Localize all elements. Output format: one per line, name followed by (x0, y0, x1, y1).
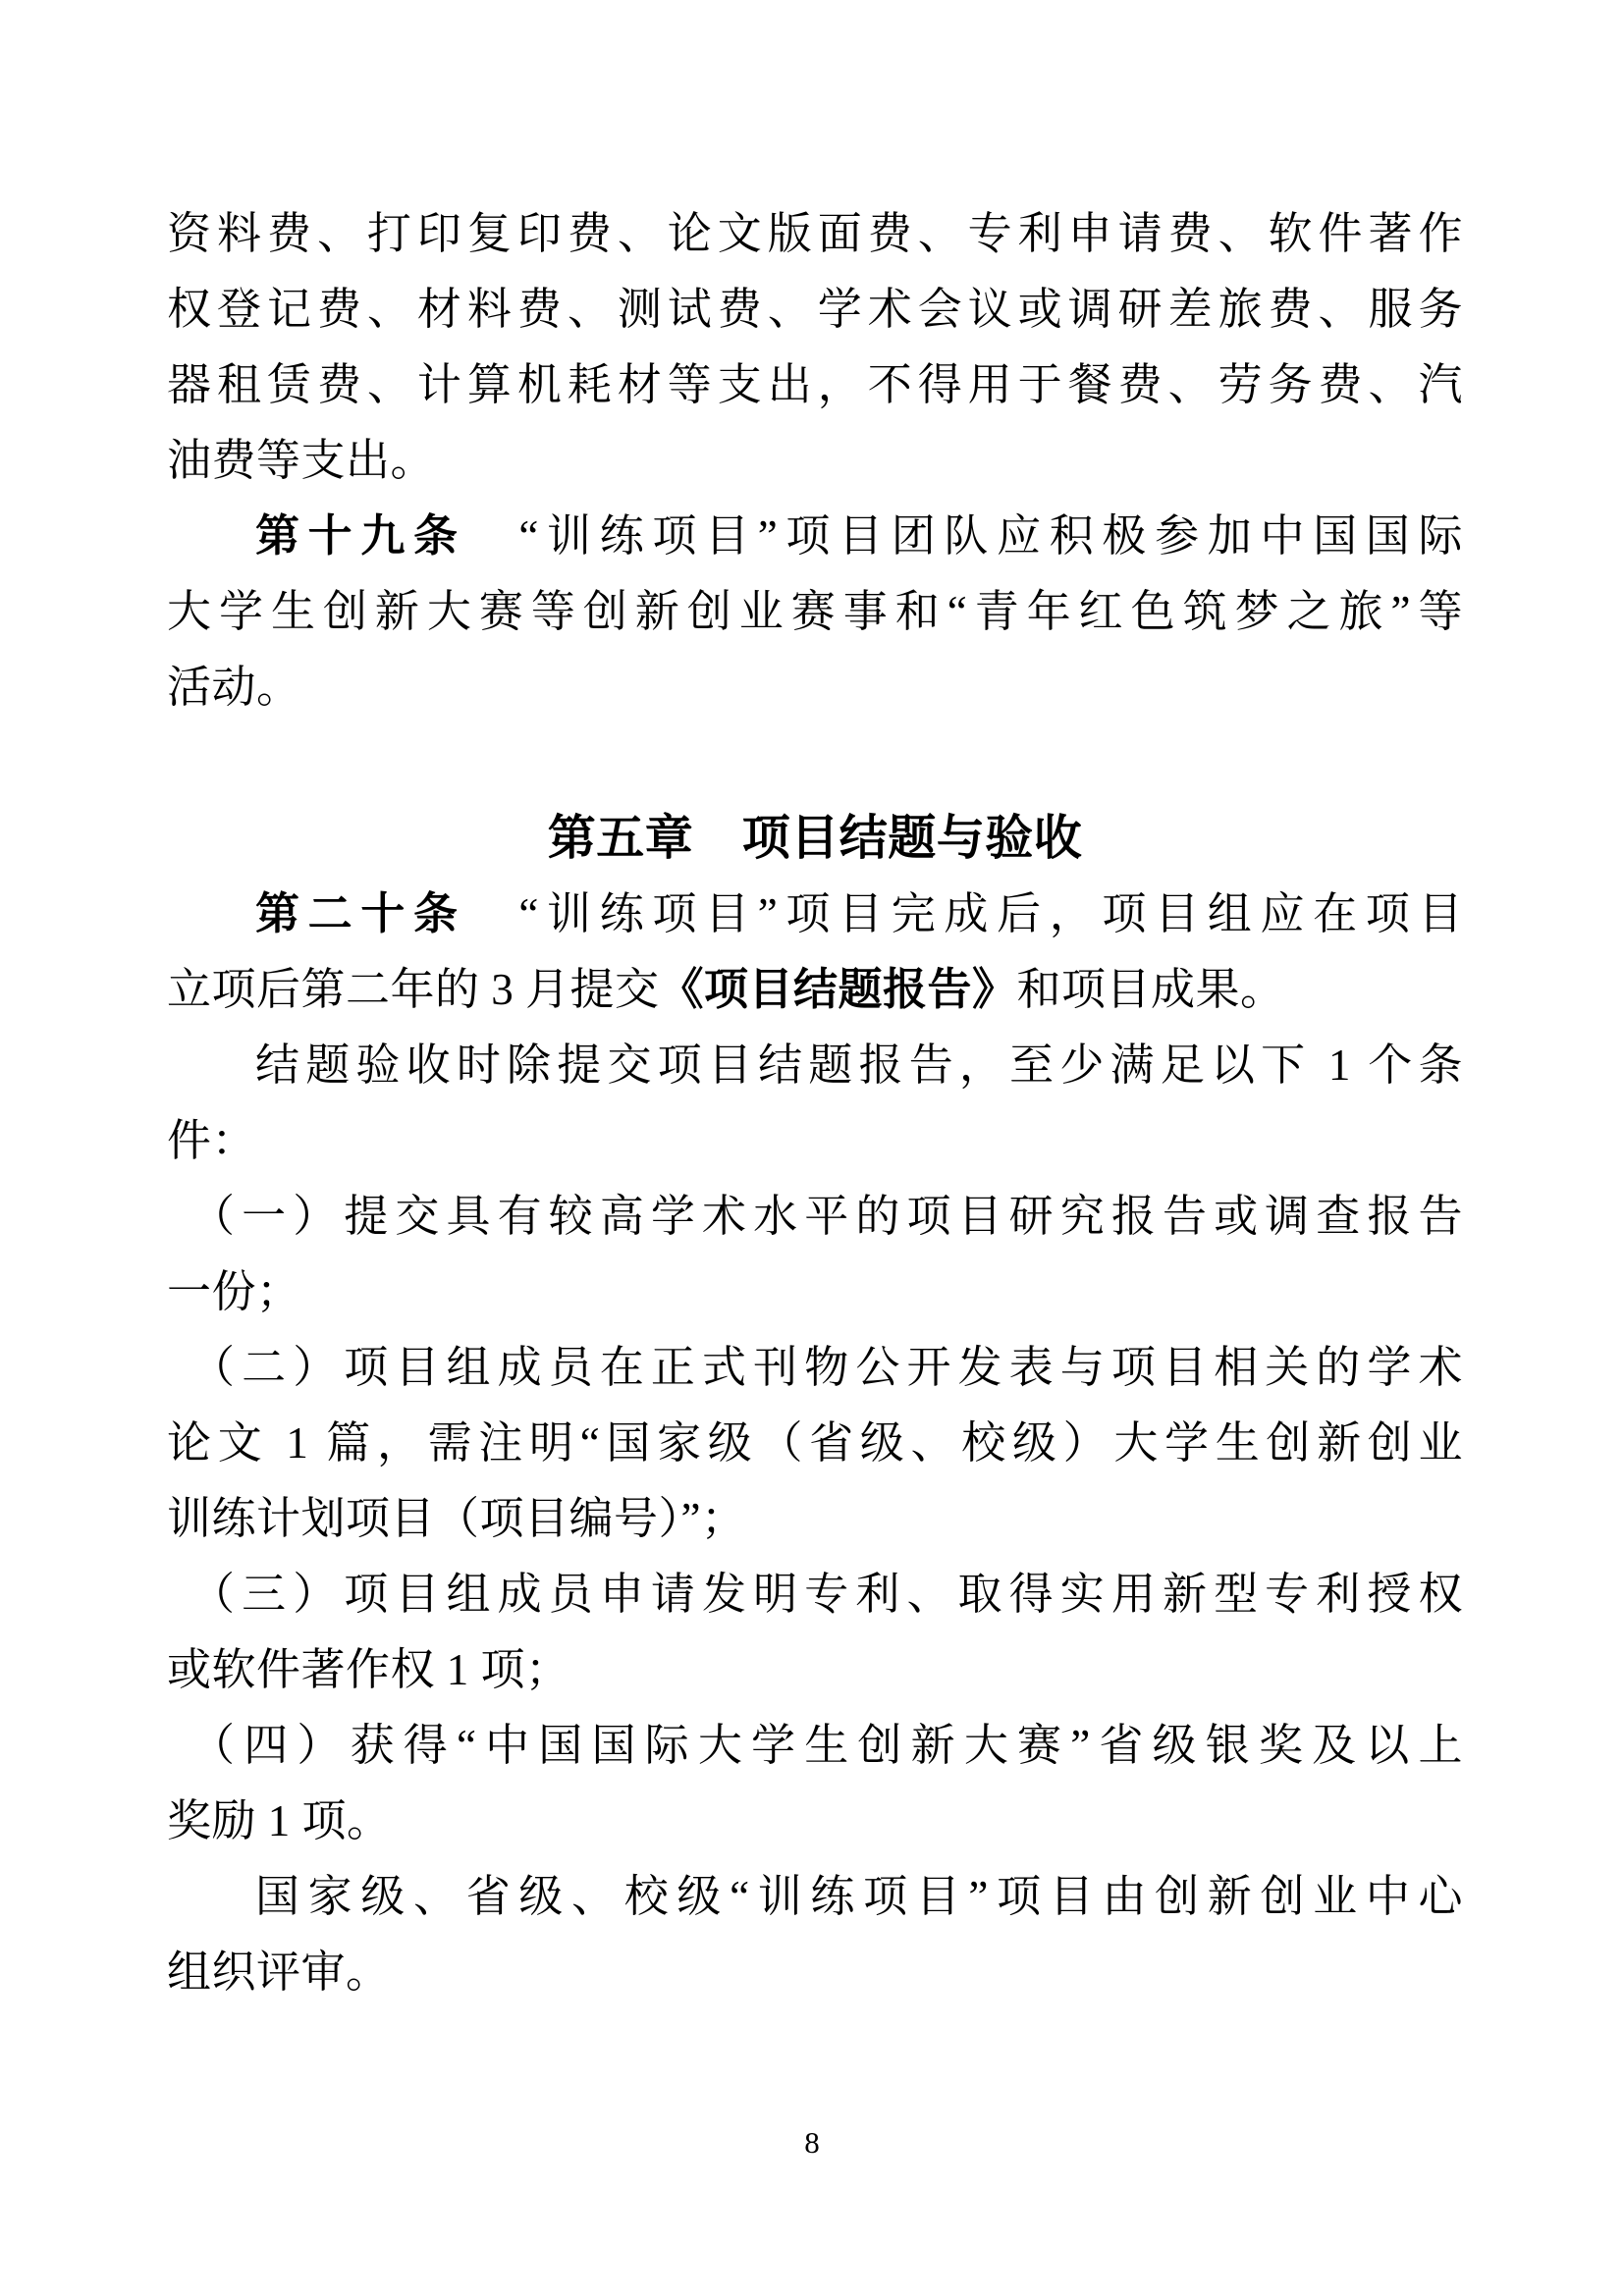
text-line (167, 801, 1463, 877)
bold-text-segment: 《项目结题报告》 (659, 965, 1017, 1014)
text-line (167, 1557, 1463, 1632)
text-line (167, 574, 1463, 650)
para-condition-4 (167, 1708, 1463, 1859)
text-line (167, 1406, 1463, 1481)
para-review-organizer (167, 1859, 1463, 2010)
text-segment: 活动。 (167, 663, 301, 712)
bold-text-segment: 第二十条 (255, 889, 466, 938)
document-body (167, 196, 1463, 2010)
para-condition-2 (167, 1330, 1463, 1557)
text-line (167, 1859, 1463, 1935)
text-segment: （一）提交具有较高学术水平的项目研究报告或调查报告 (190, 1192, 1463, 1241)
text-line (167, 877, 1463, 952)
text-line (167, 1935, 1463, 2010)
text-line (167, 1784, 1463, 1859)
para-condition-3 (167, 1557, 1463, 1708)
bold-text-segment: 第五章 项目结题与验收 (547, 812, 1083, 865)
text-line (167, 952, 1463, 1028)
text-segment: 油费等支出。 (167, 436, 436, 485)
text-segment: 训练计划项目（项目编号）”； (167, 1494, 746, 1543)
text-line (167, 272, 1463, 347)
page-number: 8 (804, 2125, 820, 2160)
text-segment: 资料费、打印复印费、论文版面费、专利申请费、软件著作 (167, 209, 1463, 258)
text-segment: 一份； (167, 1267, 301, 1316)
text-segment: “训练项目”项目团队应积极参加中国国际 (465, 511, 1463, 561)
text-segment: 器租赁费、计算机耗材等支出，不得用于餐费、劳务费、汽 (167, 360, 1463, 409)
text-line (167, 1632, 1463, 1708)
text-line (167, 1330, 1463, 1406)
text-segment: （四）获得“中国国际大学生创新大赛”省级银奖及以上 (190, 1721, 1463, 1770)
text-line (167, 1179, 1463, 1255)
text-line (167, 1103, 1463, 1179)
para-acceptance-conditions (167, 1028, 1463, 1179)
text-line (167, 1255, 1463, 1330)
para-funding-scope (167, 196, 1463, 499)
chapter-5-heading (167, 801, 1463, 877)
text-segment: 件： (167, 1116, 257, 1165)
text-line (167, 347, 1463, 423)
text-segment: “训练项目”项目完成后，项目组应在项目 (465, 889, 1463, 938)
text-line (167, 1028, 1463, 1103)
text-line (167, 196, 1463, 272)
text-line (167, 1708, 1463, 1784)
text-segment: （三）项目组成员申请发明专利、取得实用新型专利授权 (190, 1570, 1463, 1619)
text-segment: 立项后第二年的 3 月提交 (167, 965, 660, 1014)
text-segment: 国家级、省级、校级“训练项目”项目由创新创业中心 (255, 1872, 1463, 1921)
text-line (167, 499, 1463, 574)
para-article-20 (167, 877, 1463, 1028)
text-segment: 或软件著作权 1 项； (167, 1645, 570, 1694)
para-condition-1 (167, 1179, 1463, 1330)
para-article-19 (167, 499, 1463, 725)
text-segment: 组织评审。 (167, 1948, 391, 1997)
text-segment: （二）项目组成员在正式刊物公开发表与项目相关的学术 (190, 1343, 1463, 1392)
text-segment: 奖励 1 项。 (167, 1796, 392, 1845)
text-segment: 和项目成果。 (1016, 965, 1285, 1014)
text-line (167, 423, 1463, 499)
text-segment: 结题验收时除提交项目结题报告，至少满足以下 1 个条 (255, 1041, 1463, 1090)
text-segment: 论文 1 篇，需注明“国家级（省级、校级）大学生创新创业 (167, 1418, 1463, 1468)
text-segment: 权登记费、材料费、测试费、学术会议或调研差旅费、服务 (167, 285, 1463, 334)
bold-text-segment: 第十九条 (255, 511, 466, 561)
text-segment: 大学生创新大赛等创新创业赛事和“青年红色筑梦之旅”等 (167, 587, 1463, 636)
text-line (167, 650, 1463, 725)
text-line (167, 1481, 1463, 1557)
